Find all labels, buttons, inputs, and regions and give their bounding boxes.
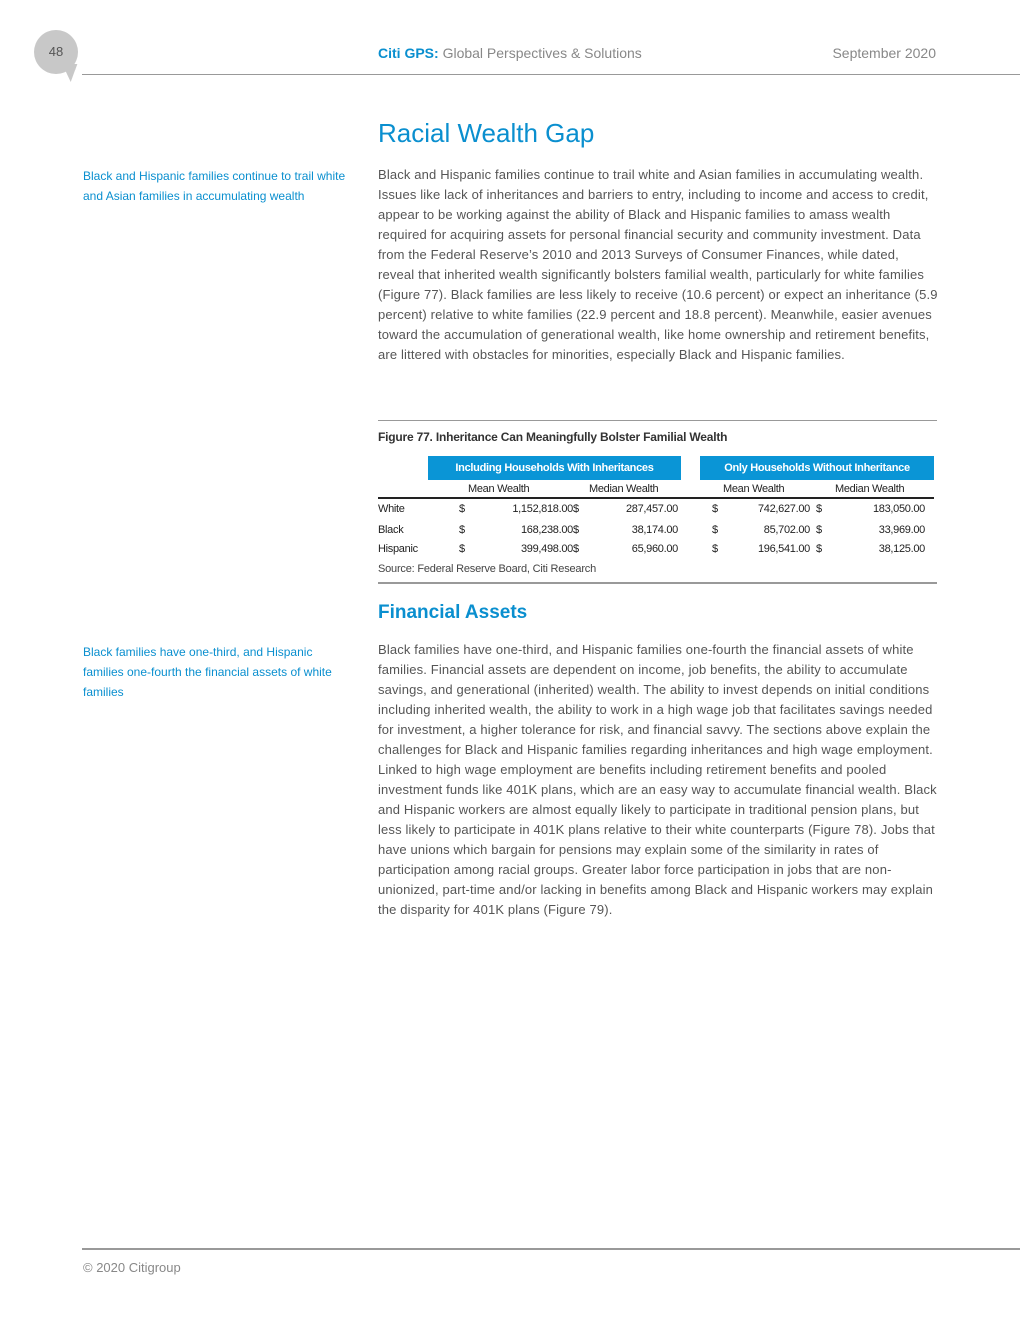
figure-source: Source: Federal Reserve Board, Citi Research [378,563,597,575]
sidebar-note-1: Black and Hispanic families continue to trail white and Asian families in accumulating wealth [83,169,346,203]
inc-mean-value: 399,498.00 [520,543,573,555]
sidebar-note-2: Black families have one-third, and Hispanic families one-fourth the financial assets of white families [83,645,332,699]
currency-sign: $ [573,524,579,536]
without-mean-value: 196,541.00 [757,543,810,555]
subsection-title: Financial Assets [378,602,528,623]
table-group-header-with-inheritance: Including Households With Inheritances [428,456,681,480]
figure-top-rule [378,420,937,421]
header-date: September 2020 [832,45,936,61]
currency-sign: $ [573,543,579,555]
brand-name: Citi GPS: [378,45,439,61]
currency-sign: $ [459,543,465,555]
currency-sign: $ [459,503,465,515]
row-label: Black [378,524,404,536]
inc-median-value: 65,960.00 [631,543,678,555]
subsection-paragraph: Black families have one-third, and Hispanic families one-fourth the financial assets of white families. Financial assets are dependent on income, job benefits, the ability to accumulate savings, and generational (inherited) wealth. The ability to invest depends on initial conditions including inherited wealth, the ability to work in a high wage job that facilitates savings needed for investment, a higher tolerance for risk, and financial savvy. The sections above explain the challenges for Black and Hispanic families regarding inheritances and high wage employment. Linked to high wage employment are benefits including retirement benefits and pooled investment funds like 401K plans, which are an easy way to accumulate financial wealth. Black and Hispanic workers are almost equally likely to participate in traditional pension plans, but less likely to participate in 401K plans relative to their white counterparts (Figure 78). Jobs that have unions which bargain for pensions may explain some of the similarity in rates of participation among racial groups. Greater labor force participation in jobs that are non-unionized, part-time and/or lacking in benefits among Black and Hispanic workers may explain the disparity for 401K plans (Figure 79). [378,642,937,917]
table-row [378,543,934,561]
brand-tagline: Global Perspectives & Solutions [442,45,642,61]
row-label: White [378,503,405,515]
currency-sign: $ [712,543,718,555]
col-header-inc-mean: Mean Wealth [468,483,530,495]
without-median-value: 38,125.00 [878,543,925,555]
footer-divider [82,1248,1020,1250]
inc-mean-value: 1,152,818.00 [512,503,573,515]
footer-copyright: © 2020 Citigroup [83,1260,181,1275]
currency-sign: $ [816,524,822,536]
col-header-inc-median: Median Wealth [589,483,659,495]
page-number: 48 [48,44,64,59]
inc-median-value: 38,174.00 [631,524,678,536]
table-group-header-without-inheritance: Only Households Without Inheritance [700,456,934,480]
col-header-without-mean: Mean Wealth [723,483,785,495]
currency-sign: $ [712,524,718,536]
currency-sign: $ [712,503,718,515]
header-brand [378,45,642,61]
figure-title: Figure 77. Inheritance Can Meaningfully Bolster Familial Wealth [378,430,728,444]
table-row [378,503,934,521]
table-header-rule [378,497,934,499]
currency-sign: $ [573,503,579,515]
section-paragraph: Black and Hispanic families continue to trail white and Asian families in accumulating wealth. Issues like lack of inheritances and barriers to entry, including to income and access to credit, appear to be working against the ability of Black and Hispanic families to amass wealth required for acquiring assets for personal financial security and community investment. Data from the Federal Reserve’s 2010 and 2013 Surveys of Consumer Finances, while dated, reveal that inherited wealth significantly bolsters familial wealth, particularly for white families (Figure 77). Black families are less likely to receive (10.6 percent) or expect an inheritance (5.9 percent) relative to white families (22.9 percent and 18.8 percent). Meanwhile, easier avenues toward the accumulation of generational wealth, like home ownership and retirement benefits, are littered with obstacles for minorities, especially Black and Hispanic families. [378,167,938,362]
figure-bottom-rule [378,582,937,584]
currency-sign: $ [816,503,822,515]
currency-sign: $ [459,524,465,536]
inc-median-value: 287,457.00 [625,503,678,515]
table-row [378,524,934,542]
without-median-value: 33,969.00 [878,524,925,536]
without-mean-value: 85,702.00 [763,524,810,536]
without-mean-value: 742,627.00 [757,503,810,515]
without-median-value: 183,050.00 [872,503,925,515]
row-label: Hispanic [378,543,418,555]
col-header-without-median: Median Wealth [835,483,905,495]
header-divider [82,74,1020,75]
inc-mean-value: 168,238.00 [520,524,573,536]
section-title: Racial Wealth Gap [378,118,595,148]
currency-sign: $ [816,543,822,555]
